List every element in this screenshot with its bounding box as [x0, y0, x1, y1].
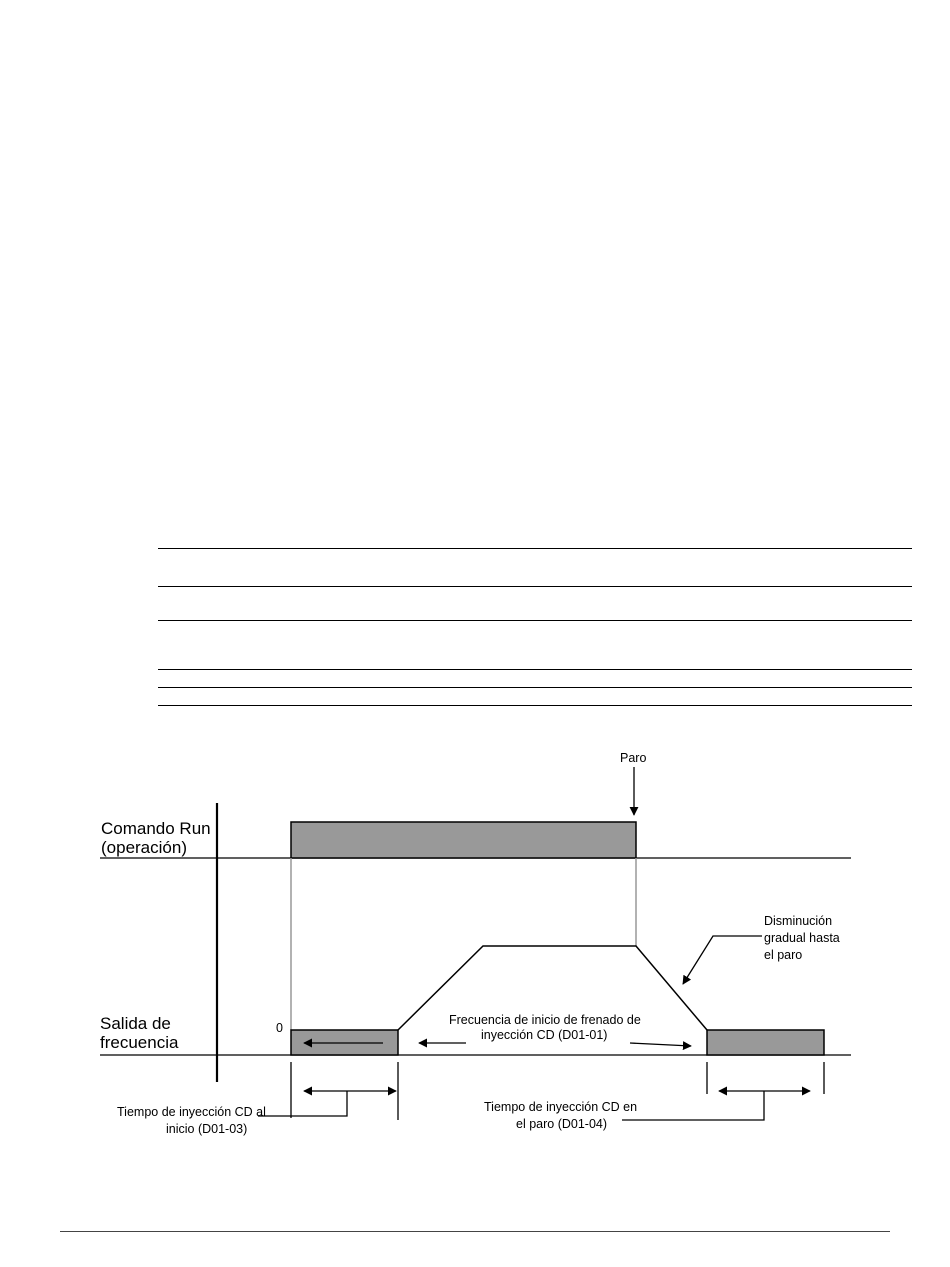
zero-label: 0: [276, 1021, 283, 1035]
brake-start-freq-label-line1: Frecuencia de inicio de frenado de: [449, 1013, 641, 1027]
start-injection-time-label-line1: Tiempo de inyección CD al: [117, 1105, 266, 1119]
frequency-output-label-line1: Salida de: [100, 1014, 171, 1033]
gradual-stop-label-line2: gradual hasta: [764, 931, 840, 945]
run-command-label-line1: Comando Run: [101, 819, 211, 838]
run-command-pulse: [291, 822, 636, 858]
start-time-leader: [258, 1091, 347, 1116]
gradual-stop-label-line1: Disminución: [764, 914, 833, 928]
gradual-stop-pointer: [683, 936, 762, 984]
run-command-label-line2: (operación): [101, 838, 187, 857]
dc-injection-stop-block: [707, 1030, 824, 1055]
brake-freq-arrow-right: [630, 1043, 691, 1046]
paro-label: Paro: [620, 751, 647, 765]
frequency-output-label-line2: frecuencia: [100, 1033, 179, 1052]
gradual-stop-label-line3: el paro: [764, 948, 803, 962]
start-injection-time-label-line2: inicio (D01-03): [166, 1122, 248, 1136]
stop-injection-time-label-line1: Tiempo de inyección CD en: [484, 1100, 638, 1114]
stop-injection-time-label-line2: el paro (D01-04): [516, 1117, 608, 1131]
footer-rule: [60, 1231, 890, 1232]
brake-start-freq-label-line2: inyección CD (D01-01): [481, 1028, 608, 1042]
stop-time-leader: [622, 1091, 764, 1120]
